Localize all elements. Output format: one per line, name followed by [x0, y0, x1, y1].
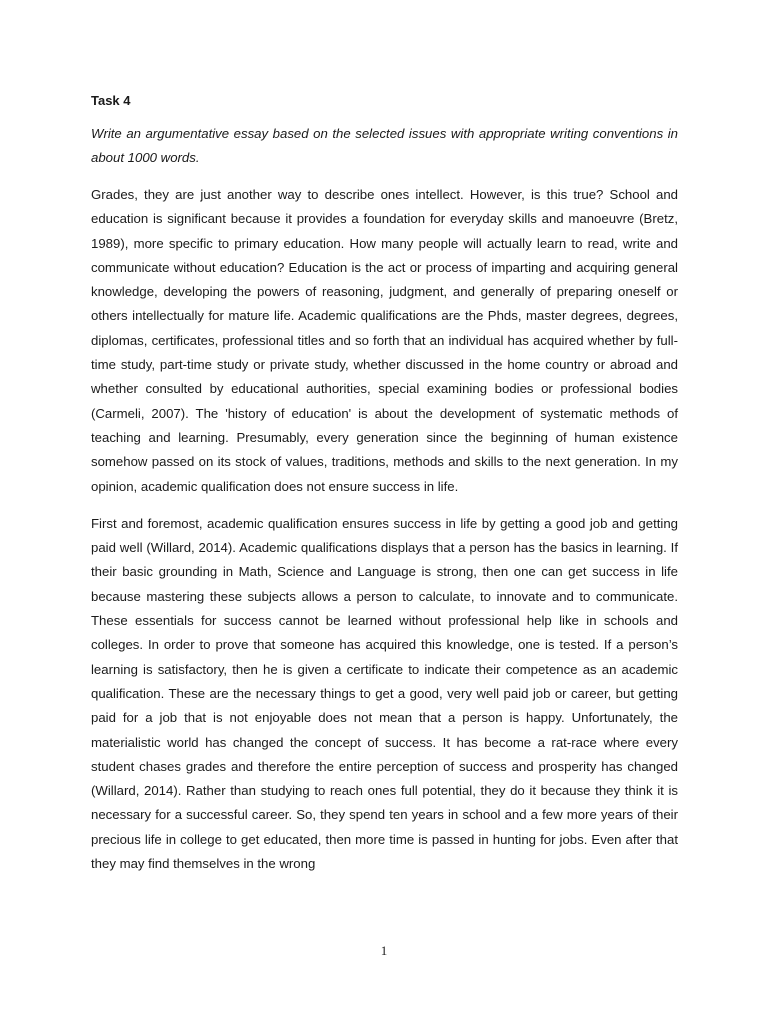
- essay-paragraph-intro: Grades, they are just another way to describe ones intellect. However, is this true? School and education is significant because it provides a foundation for everyday skills and manoeuvre (Bretz, 1989), more specific to primary education. How many people will actually learn to read, write and communicate without education? Education is the act or process of imparting and acquiring general knowledge, developing the powers of reasoning, judgment, and generally of preparing oneself or others intellectually for mature life. Academic qualifications are the Phds, master degrees, degrees, diplomas, certificates, professional titles and so forth that an individual has acquired whether by full-time study, part-time study or private study, whether discussed in the home country or abroad and whether consulted by educational authorities, special examining bodies or professional bodies (Carmeli, 2007). The 'history of education' is about the development of systematic methods of teaching and learning. Presumably, every generation since the beginning of human existence somehow passed on its stock of values, traditions, methods and skills to the next generation. In my opinion, academic qualification does not ensure success in life.: [91, 187, 678, 494]
- document-body: [91, 89, 678, 889]
- essay-paragraph-body: First and foremost, academic qualification ensures success in life by getting a good job and getting paid well (Willard, 2014). Academic qualifications displays that a person has the basics in learning. If their basic grounding in Math, Science and Language is strong, then one can get success in life because mastering these subjects allows a person to calculate, to innovate and to communicate. These essentials for success cannot be learned without professional help like in schools and colleges. In order to prove that someone has acquired this knowledge, one is tested. If a person’s learning is satisfactory, then he is given a certificate to indicate their competence as an academic qualification. These are the necessary things to get a good, very well paid job or career, but getting paid for a job that is not enjoyable does not mean that a person is happy. Unfortunately, the materialistic world has changed the concept of success. It has become a rat-race where every student chases grades and therefore the entire perception of success and prosperity has changed (Willard, 2014). Rather than studying to reach ones full potential, they do it because they think it is necessary for a successful career. So, they spend ten years in school and a few more years of their precious life in college to get educated, then more time is passed in hunting for jobs. Even after that they may find themselves in the wrong: [91, 515, 678, 872]
- task-heading: Task 4: [91, 93, 131, 108]
- page-number: 1: [380, 943, 388, 958]
- task-instruction: Write an argumentative essay based on the selected issues with appropriate writing conventions in about 1000 words.: [91, 126, 678, 165]
